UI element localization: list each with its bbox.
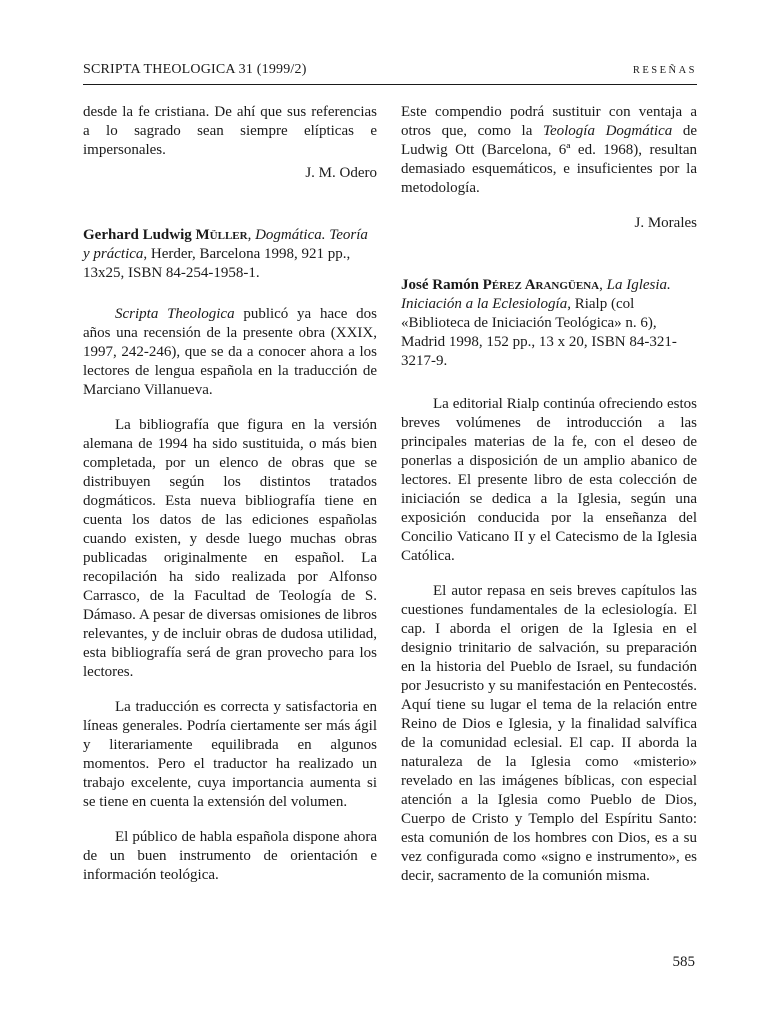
journal-title: SCRIPTA THEOLOGICA 31 (1999/2) — [83, 62, 307, 77]
running-header — [83, 62, 697, 80]
paragraph: Este compendio podrá sustituir con ventaja a otros que, como la Teología Dogmática de Ludwig Ott (Barcelona, 6ª ed. 1968), resultan demasiado esquemáticos, e insuficientes por la metodología. — [401, 104, 697, 196]
reviewer-signature: J. M. Odero — [305, 165, 377, 181]
left-column — [83, 103, 377, 885]
right-column — [401, 103, 697, 886]
reviewer-signature: J. Morales — [634, 215, 697, 231]
review-heading: Gerhard Ludwig Müller, Dogmática. Teoría y práctica, Herder, Barcelona 1998, 921 pp., 13x25, ISBN 84-254-1958-1. — [83, 227, 368, 281]
header-rule — [83, 84, 697, 85]
book-title: Dogmática. Teoría y práctica — [83, 227, 368, 262]
paragraph: El público de habla española dispone ahora de un buen instrumento de orientación e información teológica. — [83, 829, 377, 883]
paragraph: El autor repasa en seis breves capítulos las cuestiones fundamentales de la eclesiología. El cap. I aborda el origen de la Iglesia en el designio trinitario de salvación, su preparación en la historia del Pueblo de Israel, su fundación por Jesucristo y su manifestación en Pentecostés. Aquí tiene su lugar el tema de la relación entre Reino de Dios e Iglesia, y la finalidad salvífica de la comunidad eclesial. El cap. II aborda la naturaleza de la Iglesia como «misterio» revelado en las imágenes bíblicas, con especial atención a la Iglesia como Pueblo de Dios, Cuerpo de Cristo y Templo del Espíritu Santo: esta comunión de los hombres con Dios, es a su vez configurada como «signo e instrumento», es decir, sacramento de la comunión misma. — [401, 583, 697, 884]
paragraph: La bibliografía que figura en la versión alemana de 1994 ha sido sustituida, o más bien completada, por un elenco de obras que se distribuyen según los distintos tratados dogmáticos. Esta nueva bibliografía tiene en cuenta los datos de las ediciones españolas cuando existen, y desde luego muchas obras publicadas originalmente en español. La recopilación ha sido realizada por Alfonso Carrasco, de la Facultad de Teología de S. Dámaso. A pesar de diversas omisiones de libros relevantes, y de incluir obras de dudosa utilidad, esta bibliografía será de gran provecho para los lectores. — [83, 417, 377, 680]
section-label: RESEÑAS — [632, 65, 697, 76]
author-last-name: Müller — [195, 227, 248, 243]
book-title-reference: Teología Dogmática — [543, 123, 673, 139]
author-last-name: Pérez Arangüena — [482, 277, 600, 293]
paragraph: La editorial Rialp continúa ofreciendo estos breves volúmenes de introducción a las principales materias de la fe, con el deseo de ponerlas a disposición de un amplio abanico de lectores. El presente libro de esta colección de iniciación se dedica a la Iglesia, según una exposición conducida por la enseñanza del Concilio Vaticano II y el Catecismo de la Iglesia Católica. — [401, 396, 697, 564]
review-heading: José Ramón Pérez Arangüena, La Iglesia. Iniciación a la Eclesiología, Rialp (col «Biblioteca de Iniciación Teológica» n. 6), Madrid 1998, 152 pp., 13 x 20, ISBN 84-321-3217-9. — [401, 277, 677, 369]
book-title: La Iglesia. Iniciación a la Eclesiología — [401, 277, 671, 312]
paragraph: La traducción es correcta y satisfactoria en líneas generales. Podría ciertamente ser más ágil y literariamente equilibrada en algunos momentos. Pero el traductor ha realizado un trabajo excelente, cuya importancia aumenta si se tiene en cuenta la extensión del volumen. — [83, 699, 377, 810]
publication-details: , Herder, Barcelona 1998, 921 pp., 13x25, ISBN 84-254-1958-1. — [83, 246, 351, 281]
journal-name: Scripta Theologica — [115, 306, 235, 322]
page-number: 585 — [672, 954, 695, 970]
author-first-name: Gerhard Ludwig — [83, 227, 192, 243]
author-first-name: José Ramón — [401, 277, 479, 293]
previous-review-ending: desde la fe cristiana. De ahí que sus referencias a lo sagrado sean siempre elípticas e impersonales. — [83, 104, 377, 158]
paragraph: Scripta Theologica publicó ya hace dos años una recensión de la presente obra (XXIX, 1997, 242-246), que se da a conocer ahora a los lectores de lengua española en la traducción de Marciano Villanueva. — [83, 306, 378, 398]
publication-details: , Rialp (col «Biblioteca de Iniciación Teológica» n. 6), Madrid 1998, 152 pp., 13 x 20, ISBN 84-321-3217-9. — [401, 296, 677, 369]
